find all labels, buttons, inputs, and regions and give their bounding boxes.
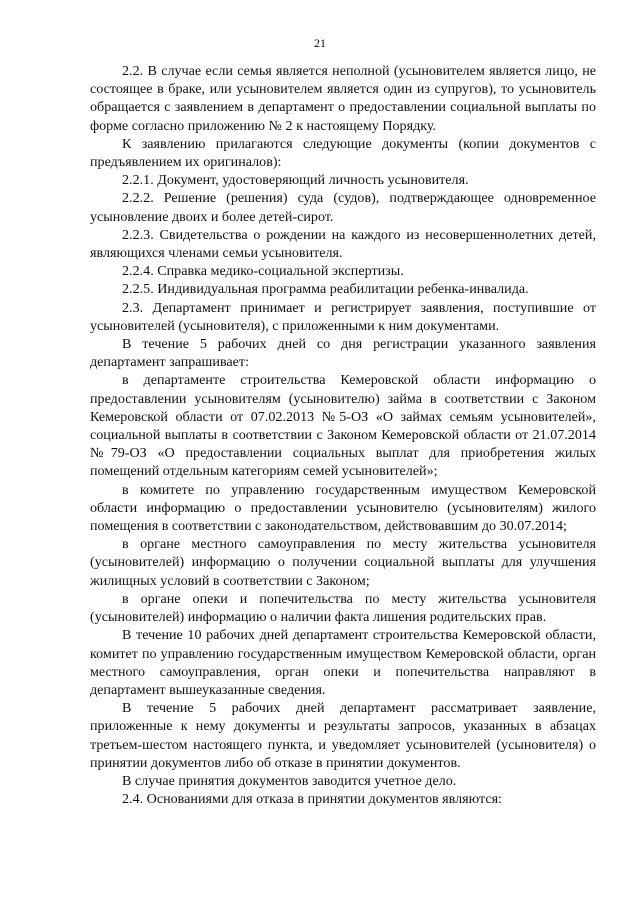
paragraph-2-2-4: 2.2.4. Справка медико-социальной экспертизы.: [122, 263, 404, 280]
paragraph-review-deadline: В течение 5 рабочих дней департамент рассматривает заявление, приложенные к нему документы и результаты запросов, указанных в абзацах третьем-шестом настоящего пункта, и уведомляет усыновителей (усыновителя) о принятии документов либо об отказе в принятии документов.: [90, 700, 596, 771]
paragraph-2-2-1: 2.2.1. Документ, удостоверяющий личность усыновителя.: [122, 172, 469, 189]
paragraph-2-2-5: 2.2.5. Индивидуальная программа реабилитации ребенка-инвалида.: [122, 281, 529, 298]
paragraph-request-local-government: в органе местного самоуправления по месту жительства усыновителя (усыновителей) информацию о получении социальной выплаты для улучшения жилищных условий в соответствии с Законом;: [90, 536, 596, 589]
paragraph-2-4: 2.4. Основаниями для отказа в принятии документов являются:: [122, 791, 502, 808]
paragraph-response-deadline: В течение 10 рабочих дней департамент строительства Кемеровской области, комитет по управлению государственным имуществом Кемеровской области, орган местного самоуправления, орган опеки и попечительства направляют в департамент вышеуказанные сведения.: [90, 627, 596, 698]
paragraph-attachments-intro: К заявлению прилагаются следующие документы (копии документов с предъявлением их оригиналов):: [90, 135, 596, 171]
paragraph-2-2-2: 2.2.2. Решение (решения) суда (судов), подтверждающее одновременное усыновление двоих и более детей-сирот.: [90, 190, 596, 225]
document-body: [90, 62, 596, 808]
paragraph-case-file: В случае принятия документов заводится учетное дело.: [122, 772, 457, 789]
page-number: 21: [314, 36, 326, 50]
paragraph-request-guardianship: в органе опеки и попечительства по месту жительства усыновителя (усыновителей) информацию о наличии факта лишения родительских прав.: [90, 590, 596, 626]
paragraph-2-2-3: 2.2.3. Свидетельства о рождении на каждого из несовершеннолетних детей, являющихся членами семьи усыновителя.: [90, 226, 596, 262]
paragraph-requests-intro: В течение 5 рабочих дней со дня регистрации указанного заявления департамент запрашивает:: [90, 336, 596, 371]
paragraph-2-3: 2.3. Департамент принимает и регистрирует заявления, поступившие от усыновителей (усыновителя), с приложенными к ним документами.: [90, 299, 596, 334]
paragraph-request-property-committee: в комитете по управлению государственным имуществом Кемеровской области информацию о предоставлении усыновителю (усыновителям) жилого помещения в соответствии с законодательством, действовавшим до 30.07.2014;: [90, 481, 596, 535]
paragraph-request-construction-dept: в департаменте строительства Кемеровской области информацию о предоставлении усыновителям (усыновителю) займа в соответствии с Законом Кемеровской области от 07.02.2013 №5-ОЗ «О займах семьям усыновителей», социальной выплаты в соответствии с Законом Кемеровской области от 21.07.2014 №79-ОЗ «О предоставлении социальных выплат для приобретения жилых помещений отдельным категориям семей усыновителей»;: [90, 372, 596, 480]
paragraph-2-2: 2.2. В случае если семья является неполной (усыновителем является лицо, не состоящее в браке, или усыновителем является один из супругов), то усыновитель обращается с заявлением в департамент о предоставлении социальной выплаты по форме согласно приложению № 2 к настоящему Порядку.: [90, 63, 596, 134]
